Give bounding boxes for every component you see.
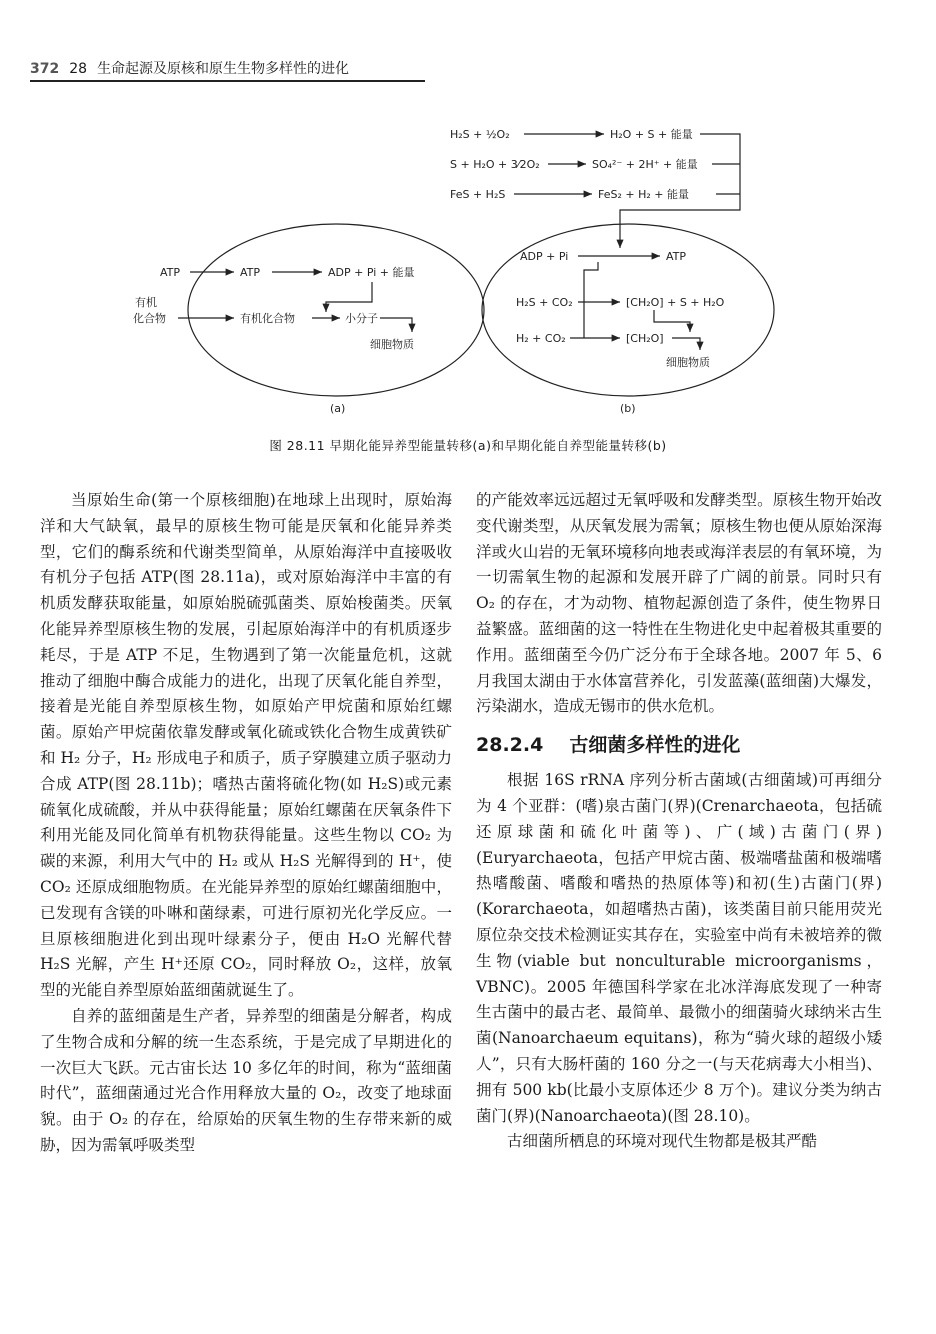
reaction-1-left: H₂S + ½O₂ (450, 128, 510, 141)
cell-a-ellipse (188, 224, 484, 396)
right-column (476, 488, 882, 1155)
small-to-cell-arrow (380, 318, 412, 332)
atp-b: ATP (666, 250, 687, 263)
atp-outside: ATP (160, 266, 181, 279)
left-paragraph-2: 自养的蓝细菌是生产者，异养型的细菌是分解者，构成了生物合成和分解的统一生态系统，于是完成了早期进化的一次巨大飞跃。元古宙长达 10 多亿年的时间，称为“蓝细菌时代”，蓝细菌通过光合作用释放大量的 O₂，改变了地球面貌。由于 O₂ 的存在，给原始的厌氧生物的生存带来新的威胁，因为需氧呼吸类型 (40, 1006, 452, 1154)
reaction-1-right: H₂O + S + 能量 (610, 128, 693, 141)
figure-caption: 图 28.11 早期化能异养型能量转移(a)和早期化能自养型能量转移(b) (269, 438, 667, 453)
right-paragraph-1: 的产能效率远远超过无氧呼吸和发酵类型。原核生物开始改变代谢类型，从厌氧发展为需氧；原核生物也便从原始深海洋或火山岩的无氧环境移向地表或海洋表层的有氧环境，为一切需氧生物的起源和发展开辟了广阔的前景。同时只有 O₂ 的存在，才为动物、植物起源创造了条件，使生物界日益繁盛。蓝细菌的这一特性在生物进化史中起着极其重要的作用。蓝细菌至今仍广泛分布于全球各地。2007 年 5、6 月我国太湖由于水体富营养化，引发蓝藻(蓝细菌)大爆发，污染湖水，造成无锡市的供水危机。 (476, 491, 882, 716)
eq1-right: [CH₂O] + S + H₂O (626, 296, 725, 309)
left-column (40, 488, 452, 1159)
organics-outside-2: 化合物 (133, 312, 166, 325)
reaction-2-left: S + H₂O + 3⁄2O₂ (450, 158, 540, 171)
eq2-right: [CH₂O] (626, 332, 664, 345)
reaction-2-right: SO₄²⁻ + 2H⁺ + 能量 (592, 158, 698, 171)
adp-pi-b: ADP + Pi (520, 250, 569, 263)
section-heading (476, 732, 882, 758)
reaction-3-right: FeS₂ + H₂ + 能量 (598, 188, 689, 201)
atp-to-synthesis-line (584, 262, 598, 338)
right-paragraph-2: 根据 16S rRNA 序列分析古菌域(古细菌域)可再细分为 4 个亚群：(嗜)泉古菌门(界)(Crenarchaeota，包括硫还原球菌和硫化叶菌等)、广(域)古菌门(界)(Euryarchaeota，包括产甲烷古菌、极端嗜盐菌和极端嗜热嗜酸菌、嗜酸和嗜热的热原体等)和初(生)古菌门(界)(Korarchaeota，如超嗜热古菌)，该类菌目前只能用荧光原位杂交技术检测证实其存在，实验室中尚有未被培养的微生物(viable but nonculturable microorganisms，VBNC)。2005 年德国科学家在北冰洋海底发现了一种寄生古菌中的最古老、最简单、最微小的细菌骑火球纳米古生菌(Nanoarchaeum equitans)，称为“骑火球的超级小矮人”，只有大肠杆菌的 160 分之一(与天花病毒大小相当)、拥有 500 kb(比最小支原体还少 8 万个)。建议分类为纳古菌门(界)(Nanoarchaeota)(图 28.10)。 (476, 771, 882, 1125)
organics-inside: 有机化合物 (240, 312, 295, 325)
reaction-3-left: FeS + H₂S (450, 188, 506, 201)
eq2-to-cell-arrow (672, 338, 700, 350)
chapter-title: 生命起源及原核和原生生物多样性的进化 (97, 61, 350, 77)
small-molecules: 小分子 (345, 312, 378, 325)
section-title: 古细菌多样性的进化 (569, 734, 741, 757)
eq1-left: H₂S + CO₂ (516, 296, 573, 309)
eq1-to-cell-arrow (654, 310, 690, 332)
atp-inside: ATP (240, 266, 261, 279)
organics-outside-1: 有机 (135, 296, 157, 309)
energy-to-synthesis-arrow (326, 282, 372, 312)
panel-b-label: (b) (620, 402, 636, 415)
energy-transfer-figure (0, 110, 936, 430)
cell-material-b: 细胞物质 (666, 356, 710, 369)
section-number: 28.2.4 (476, 734, 544, 757)
page-number: 372 (30, 61, 60, 77)
cell-material-a: 细胞物质 (370, 338, 414, 351)
eq2-left: H₂ + CO₂ (516, 332, 566, 345)
adp-pi-energy: ADP + Pi + 能量 (328, 266, 415, 279)
chapter-number: 28 (69, 61, 88, 77)
panel-a-label: (a) (330, 402, 346, 415)
right-paragraph-3: 古细菌所栖息的环境对现代生物都是极其严酷 (507, 1132, 818, 1151)
running-header (30, 58, 425, 82)
left-paragraph-1: 当原始生命(第一个原核细胞)在地球上出现时，原始海洋和大气缺氧，最早的原核生物可能是厌氧和化能异养类型，它们的酶系统和代谢类型简单，从原始海洋中直接吸收有机分子包括 ATP(图 28.11a)，或对原始海洋中丰富的有机质发酵获取能量，如原始脱硫弧菌类、原始梭菌类。厌氧化能异养型原核生物的发展，引起原始海洋中的有机质逐步耗尽，于是 ATP 不足，生物遇到了第一次能量危机，这就推动了细胞中酶合成能力的进化，出现了厌氧化能自养型，接着是光能自养型原核生物，如原始产甲烷菌和原始红螺菌。原始产甲烷菌依靠发酵或氧化硫或铁化合物生成黄铁矿和 H₂ 分子，H₂ 形成电子和质子，质子穿膜建立质子驱动力合成 ATP(图 28.11b)；嗜热古菌将硫化物(如 H₂S)或元素硫氧化成硫酸，并从中获得能量；原始红螺菌在厌氧条件下利用光能及同化简单有机物获得能量。这些生物以 CO₂ 为碳的来源，利用大气中的 H₂ 或从 H₂S 光解得到的 H⁺，使 CO₂ 还原成细胞物质。在光能异养型的原始红螺菌细胞中，已发现有含镁的卟啉和菌绿素，可进行原初光化学反应。一旦原核细胞进化到出现叶绿素分子，便由 H₂O 光解代替 H₂S 光解，产生 H⁺还原 CO₂，同时释放 O₂，这样，放氧型的光能自养型原始蓝细菌就诞生了。 (40, 491, 452, 1000)
